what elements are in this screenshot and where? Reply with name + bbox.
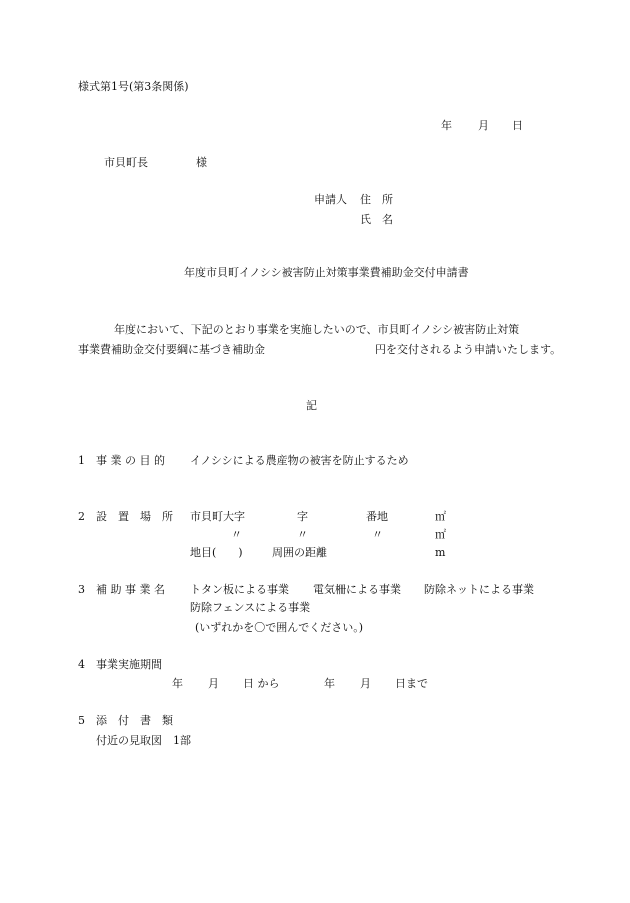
form-number: 様式第1号(第3条関係) xyxy=(78,80,189,93)
applicant-label: 申請人 xyxy=(314,193,347,206)
section-2-ditto-2: 〃 xyxy=(297,528,308,541)
section-2-ditto-1: 〃 xyxy=(231,528,242,541)
applicant-address-label: 住 所 xyxy=(360,193,393,206)
section-4-from-day: 日 から xyxy=(243,677,280,690)
section-1-content: イノシシによる農産物の被害を防止するため xyxy=(190,454,409,467)
section-2-aza: 字 xyxy=(297,510,308,523)
section-2-unit-1: ㎡ xyxy=(435,510,446,523)
addressee-honorific: 様 xyxy=(196,156,207,169)
section-4-to-day: 日まで xyxy=(395,677,428,690)
section-4-label: 事業実施期間 xyxy=(96,658,162,671)
section-5-label: 添 付 書 類 xyxy=(96,714,173,727)
date-month: 月 xyxy=(478,119,489,132)
addressee-name: 市貝町長 xyxy=(104,156,148,169)
section-3-number: 3 xyxy=(78,583,85,596)
section-3-note: (いずれかを〇で囲んでください。) xyxy=(195,621,364,634)
section-2-label: 設 置 場 所 xyxy=(96,510,173,523)
section-4-to-year: 年 xyxy=(324,677,335,690)
section-3-option-2: 電気柵による事業 xyxy=(313,583,401,596)
section-2-unit-2: ㎡ xyxy=(435,528,446,541)
section-1-number: 1 xyxy=(78,454,85,467)
body-line-2a: 事業費補助金交付要綱に基づき補助金 xyxy=(78,343,265,356)
section-4-from-month: 月 xyxy=(208,677,219,690)
section-3-option-1: トタン板による事業 xyxy=(190,583,289,596)
document-title: 年度市貝町イノシシ被害防止対策事業費補助金交付申請書 xyxy=(184,266,469,279)
section-5-item: 付近の見取図 1部 xyxy=(96,734,191,747)
section-4-from-year: 年 xyxy=(172,677,183,690)
section-2-place: 市貝町大字 xyxy=(190,510,245,523)
body-line-2b: 円を交付されるよう申請いたします。 xyxy=(375,343,562,356)
section-4-to-month: 月 xyxy=(360,677,371,690)
section-3-option-3: 防除ネットによる事業 xyxy=(424,583,534,596)
section-2-chimoku: 地目( ) xyxy=(190,546,243,559)
section-2-unit-3: m xyxy=(435,546,446,559)
section-2-distance: 周囲の距離 xyxy=(272,546,327,559)
section-3-option-4: 防除フェンスによる事業 xyxy=(190,601,311,614)
section-1-label: 事 業 の 目 的 xyxy=(96,454,165,467)
section-2-banchi: 番地 xyxy=(366,510,388,523)
section-2-ditto-3: 〃 xyxy=(372,528,383,541)
section-2-number: 2 xyxy=(78,510,85,523)
date-day: 日 xyxy=(512,119,523,132)
section-3-label: 補 助 事 業 名 xyxy=(96,583,165,596)
ki-heading: 記 xyxy=(306,399,317,412)
date-year: 年 xyxy=(441,119,452,132)
section-4-number: 4 xyxy=(78,658,85,671)
section-5-number: 5 xyxy=(78,714,85,727)
body-line-1: 年度において、下記のとおり事業を実施したいので、市貝町イノシシ被害防止対策 xyxy=(114,323,520,336)
applicant-name-label: 氏 名 xyxy=(360,213,393,226)
